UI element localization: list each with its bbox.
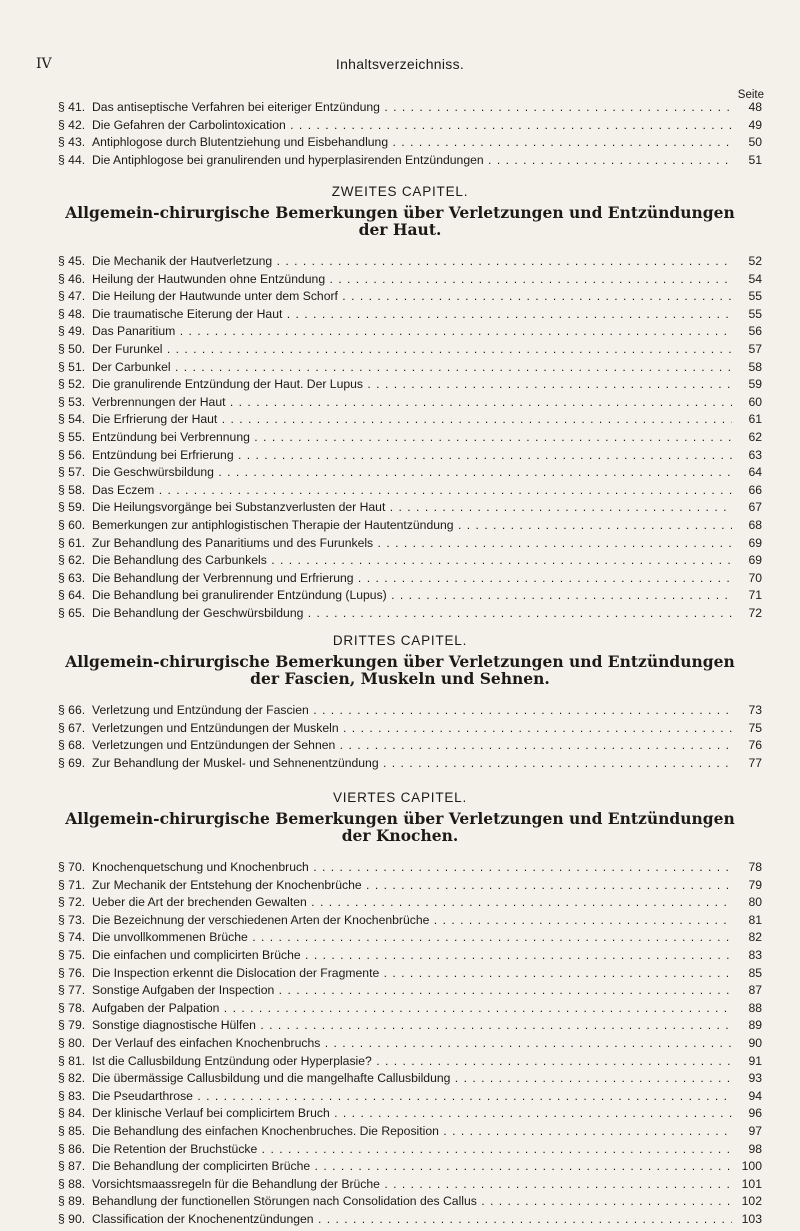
chapter-heading xyxy=(40,790,760,844)
section-number: § 83. xyxy=(58,1088,86,1103)
toc-entry[interactable] xyxy=(58,359,762,377)
section-number: § 78. xyxy=(58,1000,86,1015)
entry-title: Verletzung und Entzündung der Fascien . . . xyxy=(92,702,732,720)
section-number: § 42. xyxy=(58,117,86,132)
entry-title: Die Pseudarthrose . . . xyxy=(92,1088,732,1106)
entry-title: Behandlung der functionellen Störungen nach Consolidation des Callus . . . xyxy=(92,1193,732,1211)
entry-page: 56 xyxy=(748,324,762,339)
page-number: IV xyxy=(36,56,52,72)
section-number: § 81. xyxy=(58,1053,86,1068)
entry-title: Der Carbunkel . . . xyxy=(92,359,732,377)
entry-page: 57 xyxy=(748,341,762,356)
toc-entry[interactable] xyxy=(58,447,762,465)
entry-title: Zur Behandlung des Panaritiums und des Furunkels . . . xyxy=(92,535,732,553)
entry-title: Die Mechanik der Hautverletzung . . . xyxy=(92,253,732,271)
entry-page: 101 xyxy=(741,1176,762,1191)
entry-title: Der klinische Verlauf bei complicirtem Bruch . . . xyxy=(92,1105,732,1123)
section-number: § 86. xyxy=(58,1141,86,1156)
toc-entry[interactable] xyxy=(58,1035,762,1053)
section-number: § 82. xyxy=(58,1071,86,1086)
chapter-heading xyxy=(40,184,760,238)
entry-title: Bemerkungen zur antiphlogistischen Therapie der Hautentzündung . . . xyxy=(92,517,732,535)
entry-title: Zur Mechanik der Entstehung der Knochenbrüche . . . xyxy=(92,877,732,895)
toc-entry[interactable] xyxy=(58,394,762,412)
toc-entry[interactable] xyxy=(58,306,762,324)
entry-page: 93 xyxy=(748,1071,762,1086)
section-number: § 63. xyxy=(58,570,86,585)
toc-entry[interactable] xyxy=(58,877,762,895)
section-number: § 75. xyxy=(58,947,86,962)
section-number: § 66. xyxy=(58,703,86,717)
chapter-title: Allgemein-chirurgische Bemerkungen über Verletzungen und Entzündungen xyxy=(65,203,735,222)
toc-entry[interactable] xyxy=(58,552,762,570)
entry-page: 79 xyxy=(748,877,762,892)
entry-title: Die Bezeichnung der verschiedenen Arten der Knochenbrüche . . . xyxy=(92,912,732,930)
toc-entry[interactable] xyxy=(58,323,762,341)
section-number: § 48. xyxy=(58,306,86,321)
chapter-title: Allgemein-chirurgische Bemerkungen über Verletzungen und Entzündungen xyxy=(65,809,735,828)
toc-entry[interactable] xyxy=(58,702,762,720)
toc-entry[interactable] xyxy=(58,517,762,535)
section-number: § 85. xyxy=(58,1123,86,1138)
toc-entry[interactable] xyxy=(58,737,762,755)
toc-entry[interactable] xyxy=(58,288,762,306)
entry-title: Verbrennungen der Haut . . . xyxy=(92,394,732,412)
entry-page: 81 xyxy=(748,912,762,927)
entry-title: Vorsichtsmaassregeln für die Behandlung der Brüche . . . xyxy=(92,1176,732,1194)
entry-page: 50 xyxy=(748,135,762,150)
entry-page: 83 xyxy=(748,947,762,962)
toc-entry[interactable] xyxy=(58,411,762,429)
entry-page: 60 xyxy=(748,394,762,409)
toc-entry[interactable] xyxy=(58,253,762,271)
section-number: § 45. xyxy=(58,254,86,268)
section-number: § 57. xyxy=(58,465,86,480)
toc-entry[interactable] xyxy=(58,587,762,605)
section-number: § 55. xyxy=(58,429,86,444)
toc-entry[interactable] xyxy=(58,134,762,152)
entry-page: 58 xyxy=(748,359,762,374)
entry-title: Verletzungen und Entzündungen der Sehnen . . . xyxy=(92,737,732,755)
seite-label: Seite xyxy=(737,89,764,101)
section-number: § 67. xyxy=(58,720,86,735)
section-number: § 61. xyxy=(58,535,86,550)
entry-page: 80 xyxy=(748,895,762,910)
entry-page: 64 xyxy=(748,465,762,480)
toc-entry[interactable] xyxy=(58,482,762,500)
entry-title: Das Eczem . . . xyxy=(92,482,732,500)
entry-title: Die Retention der Bruchstücke . . . xyxy=(92,1141,732,1159)
entry-page: 72 xyxy=(748,605,762,620)
entry-page: 55 xyxy=(748,306,762,321)
entry-page: 69 xyxy=(748,535,762,550)
section-number: § 80. xyxy=(58,1035,86,1050)
entry-page: 98 xyxy=(748,1141,762,1156)
toc-entry[interactable] xyxy=(58,1176,762,1194)
section-number: § 51. xyxy=(58,359,86,374)
toc-entry[interactable] xyxy=(58,965,762,983)
entry-page: 89 xyxy=(748,1018,762,1033)
entry-title: Entzündung bei Verbrennung . . . xyxy=(92,429,732,447)
entry-page: 96 xyxy=(748,1106,762,1121)
toc-entry[interactable] xyxy=(58,947,762,965)
toc-entry[interactable] xyxy=(58,99,762,117)
entry-page: 54 xyxy=(748,271,762,286)
section-number: § 73. xyxy=(58,912,86,927)
entry-title: Das antiseptische Verfahren bei eiteriger Entzündung . . . xyxy=(92,99,732,117)
entry-page: 78 xyxy=(748,860,762,874)
entry-title: Ist die Callusbildung Entzündung oder Hyperplasie? . . . xyxy=(92,1053,732,1071)
toc-entry[interactable] xyxy=(58,1088,762,1106)
toc-entry[interactable] xyxy=(58,894,762,912)
toc-entry[interactable] xyxy=(58,1211,762,1229)
entry-title: Die Behandlung der complicirten Brüche . . . xyxy=(92,1158,732,1176)
entry-title: Classification der Knochenentzündungen . . . xyxy=(92,1211,732,1229)
entry-page: 52 xyxy=(748,254,762,268)
entry-title: Aufgaben der Palpation . . . xyxy=(92,1000,732,1018)
entry-title: Zur Behandlung der Muskel- und Sehnenentzündung . . . xyxy=(92,755,732,773)
entry-title: Ueber die Art der brechenden Gewalten . . . xyxy=(92,894,732,912)
entry-title: Entzündung bei Erfrierung . . . xyxy=(92,447,732,465)
entry-title: Die Heilung der Hautwunde unter dem Schorf . . . xyxy=(92,288,732,306)
chapter-heading xyxy=(40,633,760,687)
entry-page: 55 xyxy=(748,289,762,304)
toc-entry[interactable] xyxy=(58,912,762,930)
entry-page: 71 xyxy=(748,588,762,603)
entry-page: 69 xyxy=(748,553,762,568)
entry-title: Die Antiphlogose bei granulirenden und hyperplasirenden Entzündungen . . . xyxy=(92,152,732,170)
toc-entry[interactable] xyxy=(58,1000,762,1018)
toc-entry[interactable] xyxy=(58,152,762,170)
section-number: § 64. xyxy=(58,588,86,603)
entry-title: Antiphlogose durch Blutentziehung und Eisbehandlung . . . xyxy=(92,134,732,152)
page-header xyxy=(36,56,764,76)
entry-page: 73 xyxy=(748,703,762,717)
entry-title: Sonstige diagnostische Hülfen . . . xyxy=(92,1017,732,1035)
entry-page: 48 xyxy=(748,100,762,114)
entry-page: 85 xyxy=(748,965,762,980)
section-number: § 89. xyxy=(58,1194,86,1209)
entry-title: Verletzungen und Entzündungen der Muskeln . . . xyxy=(92,720,732,738)
entry-title: Die Erfrierung der Haut . . . xyxy=(92,411,732,429)
chapter-label: ZWEITES CAPITEL. xyxy=(331,184,469,199)
entry-page: 61 xyxy=(748,412,762,427)
toc-list xyxy=(58,253,762,622)
entry-title: Das Panaritium . . . xyxy=(92,323,732,341)
entry-page: 49 xyxy=(748,117,762,132)
running-title: Inhaltsverzeichniss. xyxy=(335,56,465,72)
entry-title: Die übermässige Callusbildung und die mangelhafte Callusbildung . . . xyxy=(92,1070,732,1088)
entry-page: 67 xyxy=(748,500,762,515)
entry-page: 100 xyxy=(741,1159,762,1174)
toc-entry[interactable] xyxy=(58,1158,762,1176)
entry-title: Die Behandlung der Geschwürsbildung . . . xyxy=(92,605,732,623)
toc-entry[interactable] xyxy=(58,929,762,947)
section-number: § 58. xyxy=(58,482,86,497)
section-number: § 52. xyxy=(58,377,86,392)
chapter-title: Allgemein-chirurgische Bemerkungen über Verletzungen und Entzündungen xyxy=(65,652,735,671)
chapter-title-continued: der Knochen. xyxy=(341,826,459,845)
section-number: § 46. xyxy=(58,271,86,286)
entry-title: Die Behandlung des einfachen Knochenbruches. Die Reposition . . . xyxy=(92,1123,732,1141)
entry-page: 82 xyxy=(748,930,762,945)
section-number: § 49. xyxy=(58,324,86,339)
entry-page: 77 xyxy=(748,755,762,770)
toc-entry[interactable] xyxy=(58,605,762,623)
entry-page: 51 xyxy=(748,152,762,167)
toc-entry[interactable] xyxy=(58,271,762,289)
section-number: § 56. xyxy=(58,447,86,462)
toc-entry[interactable] xyxy=(58,1193,762,1211)
section-number: § 54. xyxy=(58,412,86,427)
section-number: § 50. xyxy=(58,341,86,356)
entry-page: 76 xyxy=(748,738,762,753)
entry-title: Die Inspection erkennt die Dislocation der Fragmente . . . xyxy=(92,965,732,983)
toc-entry[interactable] xyxy=(58,1053,762,1071)
entry-title: Die traumatische Eiterung der Haut . . . xyxy=(92,306,732,324)
entry-title: Die granulirende Entzündung der Haut. Der Lupus . . . xyxy=(92,376,732,394)
chapter-title-continued: der Haut. xyxy=(358,220,442,239)
entry-page: 97 xyxy=(748,1123,762,1138)
entry-title: Knochenquetschung und Knochenbruch . . . xyxy=(92,859,732,877)
entry-page: 91 xyxy=(748,1053,762,1068)
toc-entry[interactable] xyxy=(58,341,762,359)
entry-page: 90 xyxy=(748,1035,762,1050)
entry-page: 68 xyxy=(748,517,762,532)
section-number: § 71. xyxy=(58,877,86,892)
section-number: § 74. xyxy=(58,930,86,945)
entry-page: 66 xyxy=(748,482,762,497)
entry-title: Die Behandlung des Carbunkels . . . xyxy=(92,552,732,570)
toc-entry[interactable] xyxy=(58,464,762,482)
entry-page: 94 xyxy=(748,1088,762,1103)
section-number: § 84. xyxy=(58,1106,86,1121)
entry-title: Heilung der Hautwunden ohne Entzündung . . . xyxy=(92,271,732,289)
section-number: § 77. xyxy=(58,983,86,998)
section-number: § 88. xyxy=(58,1176,86,1191)
entry-page: 87 xyxy=(748,983,762,998)
toc-entry[interactable] xyxy=(58,376,762,394)
entry-title: Die Geschwürsbildung . . . xyxy=(92,464,732,482)
entry-title: Die unvollkommenen Brüche . . . xyxy=(92,929,732,947)
section-number: § 87. xyxy=(58,1159,86,1174)
entry-page: 103 xyxy=(741,1211,762,1226)
section-number: § 68. xyxy=(58,738,86,753)
section-number: § 79. xyxy=(58,1018,86,1033)
entry-page: 62 xyxy=(748,429,762,444)
entry-page: 59 xyxy=(748,377,762,392)
toc-entry[interactable] xyxy=(58,859,762,877)
entry-title: Der Furunkel . . . xyxy=(92,341,732,359)
chapter-label: VIERTES CAPITEL. xyxy=(332,790,468,805)
toc-list xyxy=(58,702,762,772)
entry-title: Sonstige Aufgaben der Inspection . . . xyxy=(92,982,732,1000)
entry-title: Die Behandlung bei granulirender Entzündung (Lupus) . . . xyxy=(92,587,732,605)
section-number: § 90. xyxy=(58,1211,86,1226)
entry-title: Die Gefahren der Carbolintoxication . . . xyxy=(92,117,732,135)
section-number: § 59. xyxy=(58,500,86,515)
toc-entry[interactable] xyxy=(58,1070,762,1088)
entry-page: 70 xyxy=(748,570,762,585)
toc-entry[interactable] xyxy=(58,755,762,773)
entry-title: Die Behandlung der Verbrennung und Erfrierung . . . xyxy=(92,570,732,588)
chapter-title-continued: der Fascien, Muskeln und Sehnen. xyxy=(250,669,550,688)
toc-entry[interactable] xyxy=(58,535,762,553)
section-number: § 53. xyxy=(58,394,86,409)
toc-entry[interactable] xyxy=(58,1105,762,1123)
section-number: § 62. xyxy=(58,553,86,568)
toc-entry[interactable] xyxy=(58,1141,762,1159)
entry-page: 63 xyxy=(748,447,762,462)
toc-entry[interactable] xyxy=(58,720,762,738)
section-number: § 41. xyxy=(58,100,86,114)
chapter-label: DRITTES CAPITEL. xyxy=(332,633,468,648)
section-number: § 70. xyxy=(58,860,86,874)
section-number: § 76. xyxy=(58,965,86,980)
entry-title: Die Heilungsvorgänge bei Substanzverlusten der Haut . . . xyxy=(92,499,732,517)
section-number: § 43. xyxy=(58,135,86,150)
section-number: § 72. xyxy=(58,895,86,910)
entry-page: 88 xyxy=(748,1000,762,1015)
section-number: § 65. xyxy=(58,605,86,620)
toc-list xyxy=(58,99,762,169)
section-number: § 69. xyxy=(58,755,86,770)
section-number: § 44. xyxy=(58,152,86,167)
toc-entry[interactable] xyxy=(58,499,762,517)
section-number: § 60. xyxy=(58,517,86,532)
entry-page: 75 xyxy=(748,720,762,735)
entry-title: Die einfachen und complicirten Brüche . . . xyxy=(92,947,732,965)
toc-entry[interactable] xyxy=(58,570,762,588)
entry-page: 102 xyxy=(741,1194,762,1209)
toc-entry[interactable] xyxy=(58,982,762,1000)
entry-title: Der Verlauf des einfachen Knochenbruchs . . . xyxy=(92,1035,732,1053)
toc-entry[interactable] xyxy=(58,1123,762,1141)
section-number: § 47. xyxy=(58,289,86,304)
toc-entry[interactable] xyxy=(58,1017,762,1035)
toc-entry[interactable] xyxy=(58,117,762,135)
toc-list xyxy=(58,859,762,1228)
toc-entry[interactable] xyxy=(58,429,762,447)
